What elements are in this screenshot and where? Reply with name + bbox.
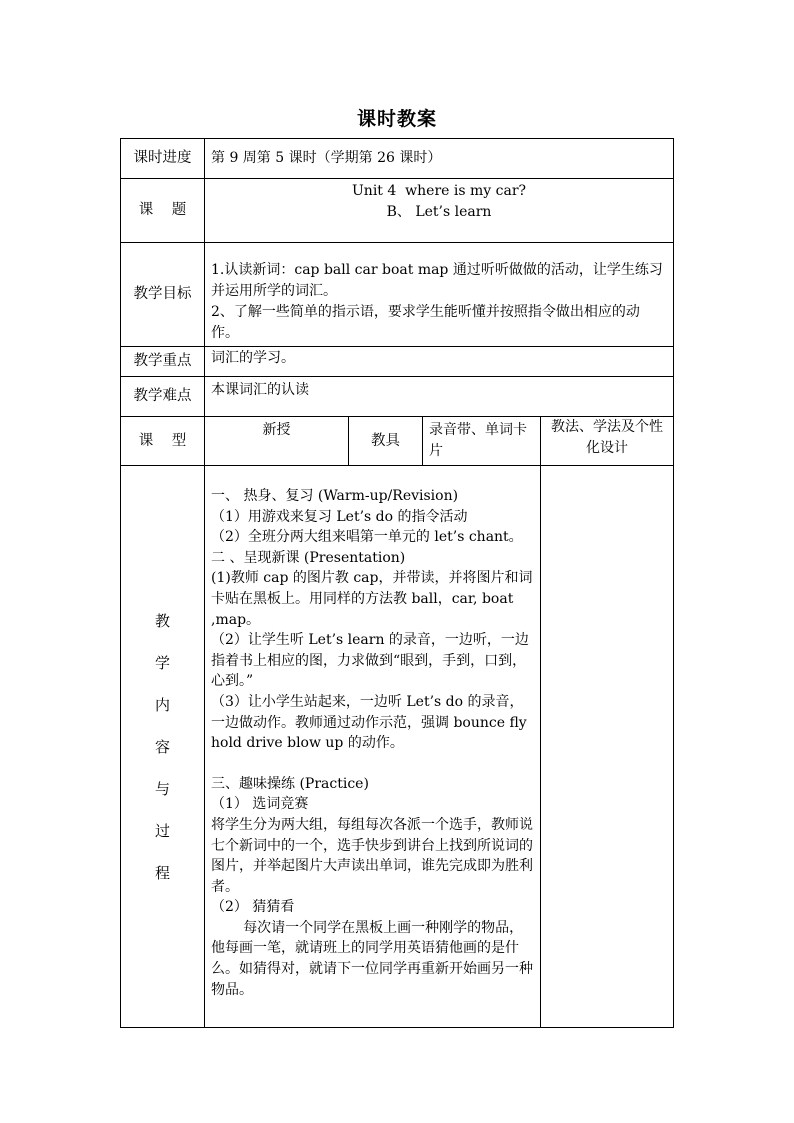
process-content: [205, 466, 541, 1028]
goals-value: [205, 243, 674, 347]
process-line: 每次请一个同学在黑板上画一种刚学的物品，他每画一笔，就请班上的同学用英语猜他画的是什么。如猜得对，就请下一位同学再重新开始画另一种物品。: [211, 919, 533, 998]
lesson-plan-table: [120, 138, 674, 1028]
row-progress: [121, 139, 674, 179]
topic-value: [205, 179, 674, 243]
process-label-char: 教: [154, 611, 170, 630]
process-label-char: 过: [154, 821, 170, 840]
process-label: [121, 466, 205, 1028]
progress-label: 课时进度: [121, 139, 205, 179]
difficulty-label: 教学难点: [121, 377, 205, 417]
row-key: [121, 347, 674, 377]
process-line: （1） 选词竞赛: [211, 796, 309, 813]
process-label-char: 容: [154, 737, 170, 756]
process-line: （1）用游戏来复习 Let’s do 的指令活动: [211, 508, 468, 525]
process-label-char: 学: [154, 653, 170, 672]
tools-label: 教具: [349, 417, 423, 466]
method-notes: [541, 466, 674, 1028]
key-label: 教学重点: [121, 347, 205, 377]
page-title: 课时教案: [356, 108, 437, 130]
topic-label: 课 题: [121, 179, 205, 243]
process-label-char: 内: [154, 695, 170, 714]
method-label: 教法、学法及个性化设计: [541, 417, 674, 466]
process-line: （2） 猜猜看: [211, 899, 295, 916]
topic-unit: Unit 4 where is my car?: [352, 183, 527, 199]
row-topic: [121, 179, 674, 243]
row-difficulty: [121, 377, 674, 417]
section-heading: 二 、呈现新课 (Presentation): [211, 549, 406, 566]
process-label-char: 程: [154, 863, 170, 882]
process-line: （3）让小学生站起来，一边听 Let’s do 的录音，一边做动作。教师通过动作示范，强调 bounce fly hold drive blow up 的动作。: [211, 693, 527, 752]
process-line: （2）全班分两大组来唱第一单元的 let’s chant。: [211, 529, 523, 546]
topic-part: B、 Let’s learn: [386, 204, 492, 220]
process-line: 将学生分为两大组，每组每次各派一个选手，教师说七个新词中的一个，选手快步到讲台上找到所说词的图片，并举起图片大声读出单词，谁先完成即为胜利者。: [211, 816, 533, 895]
spacer: [211, 754, 534, 774]
section-heading: 三、趣味操练 (Practice): [211, 775, 369, 792]
difficulty-value: 本课词汇的认读: [205, 377, 674, 417]
progress-value: 第 9 周第 5 课时（学期第 26 课时）: [205, 139, 674, 179]
process-line: （2）让学生听 Let’s learn 的录音，一边听，一边指着书上相应的图，力求做到“眼到，手到，口到，心到。”: [211, 632, 529, 690]
section-heading: 一、 热身、复习 (Warm-up/Revision): [211, 488, 459, 504]
process-line: (1)教师 cap 的图片教 cap，并带读，并将图片和词卡贴在黑板上。用同样的方法教 ball，car, boat ,map。: [211, 570, 533, 628]
goals-label: 教学目标: [121, 243, 205, 347]
goal-2: 2、了解一些简单的指示语，要求学生能听懂并按照指令做出相应的动作。: [211, 304, 640, 341]
tools-value: 录音带、单词卡片: [423, 417, 541, 466]
row-goals: [121, 243, 674, 347]
row-process: [121, 466, 674, 1028]
goal-1: 1.认读新词：cap ball car boat map 通过听听做做的活动，让学生练习并运用所学的词汇。: [211, 262, 663, 299]
key-value: 词汇的学习。: [205, 347, 674, 377]
process-label-char: 与: [154, 779, 170, 798]
type-value: 新授: [205, 417, 349, 466]
type-label: 课 型: [121, 417, 205, 466]
row-type: [121, 417, 674, 466]
